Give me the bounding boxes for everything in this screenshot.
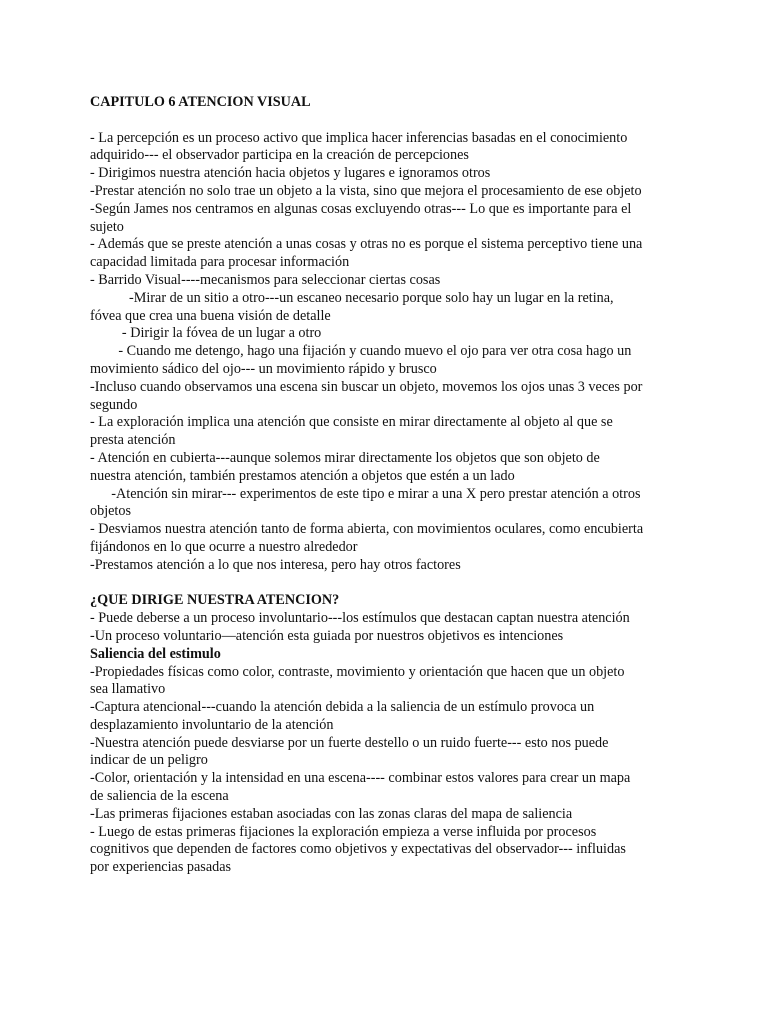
text-line: - Luego de estas primeras fijaciones la exploración empieza a verse influida por procesos	[90, 823, 597, 840]
text-line: -Un proceso voluntario—atención esta guiada por nuestros objetivos es intenciones	[90, 627, 564, 644]
text-line: sujeto	[90, 218, 124, 235]
text-line: fijándonos en lo que ocurre a nuestro alrededor	[90, 538, 358, 555]
section-stimulus-salience	[90, 664, 690, 878]
text-line: adquirido--- el observador participa en la creación de percepciones	[90, 147, 469, 164]
section-intro	[90, 130, 690, 575]
text-line: -Color, orientación y la intensidad en una escena---- combinar estos valores para crear un mapa	[90, 770, 631, 787]
text-line: - Puede deberse a un proceso involuntario---los estímulos que destacan captan nuestra atención	[90, 610, 630, 627]
text-line: sea llamativo	[90, 681, 166, 698]
text-line: cognitivos que dependen de factores como objetivos y expectativas del observador--- influidas	[90, 841, 626, 858]
text-line: indicar de un peligro	[90, 752, 208, 769]
text-line: fóvea que crea una buena visión de detalle	[90, 307, 331, 324]
text-line: -Mirar de un sitio a otro---un escaneo necesario porque solo hay un lugar en la retina,	[90, 289, 614, 306]
text-line: -Atención sin mirar--- experimentos de este tipo e mirar a una X pero prestar atención a otros	[90, 485, 641, 502]
text-line: - Además que se preste atención a unas cosas y otras no es porque el sistema perceptivo tiene una	[90, 236, 643, 253]
text-line: -Propiedades físicas como color, contraste, movimiento y orientación que hacen que un objeto	[90, 663, 625, 680]
text-line: capacidad limitada para procesar información	[90, 254, 350, 271]
text-line: -Nuestra atención puede desviarse por un fuerte destello o un ruido fuerte--- esto nos puede	[90, 734, 609, 751]
text-line: - La exploración implica una atención que consiste en mirar directamente al objeto al que se	[90, 414, 613, 431]
text-line: - Atención en cubierta---aunque solemos mirar directamente los objetos que son objeto de	[90, 449, 600, 466]
chapter-title: CAPITULO 6 ATENCION VISUAL	[90, 94, 311, 110]
subsection-heading: Saliencia del estimulo	[90, 645, 221, 662]
text-line: -Según James nos centramos en algunas cosas excluyendo otras--- Lo que es importante para el	[90, 200, 632, 217]
text-line: -Las primeras fijaciones estaban asociadas con las zonas claras del mapa de saliencia	[90, 805, 573, 822]
text-line: segundo	[90, 396, 138, 413]
document-body	[90, 94, 690, 877]
text-line: de saliencia de la escena	[90, 788, 229, 805]
text-line: presta atención	[90, 432, 176, 449]
text-line: objetos	[90, 503, 131, 520]
text-line: - Barrido Visual----mecanismos para seleccionar ciertas cosas	[90, 271, 441, 288]
blank-line	[90, 575, 690, 593]
text-line: nuestra atención, también prestamos atención a objetos que estén a un lado	[90, 467, 515, 484]
text-line: -Prestamos atención a lo que nos interesa, pero hay otros factores	[90, 556, 461, 573]
text-line: -Incluso cuando observamos una escena sin buscar un objeto, movemos los ojos unas 3 veces por	[90, 378, 643, 395]
blank-line	[90, 112, 690, 130]
text-line: -Prestar atención no solo trae un objeto a la vista, sino que mejora el procesamiento de ese objeto	[90, 182, 642, 199]
text-line: - Dirigir la fóvea de un lugar a otro	[90, 325, 322, 342]
text-line: desplazamiento involuntario de la atención	[90, 716, 334, 733]
text-line: movimiento sádico del ojo--- un movimiento rápido y brusco	[90, 360, 437, 377]
section-heading: ¿QUE DIRIGE NUESTRA ATENCION?	[90, 592, 340, 609]
text-line: por experiencias pasadas	[90, 859, 232, 876]
text-line: -Captura atencional---cuando la atención debida a la saliencia de un estímulo provoca un	[90, 699, 595, 716]
section-attention-drivers	[90, 610, 690, 646]
text-line: - Dirigimos nuestra atención hacia objetos y lugares e ignoramos otros	[90, 165, 491, 182]
text-line: - La percepción es un proceso activo que implica hacer inferencias basadas en el conocimiento	[90, 129, 628, 146]
text-line: - Cuando me detengo, hago una fijación y cuando muevo el ojo para ver otra cosa hago un	[90, 343, 632, 360]
text-line: - Desviamos nuestra atención tanto de forma abierta, con movimientos oculares, como encubierta	[90, 521, 644, 538]
